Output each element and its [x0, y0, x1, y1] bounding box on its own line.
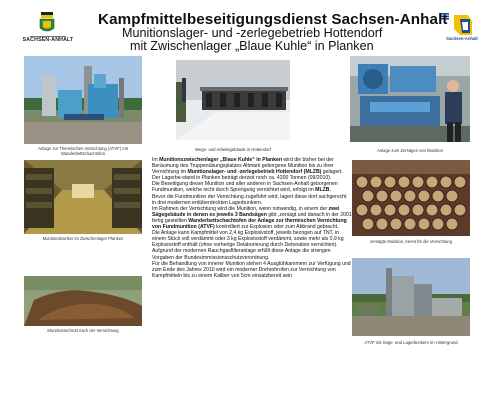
left-logo-text: SACHSEN-ANHALT	[22, 37, 74, 43]
text-bold: MLZB	[315, 187, 330, 194]
text-segment: .	[329, 187, 331, 194]
paragraph-2	[152, 181, 352, 193]
photo-buildings-snow	[176, 60, 290, 140]
caption-photo-atvf: Anlage zur Thermischen Vernichtung (ATVF) mit	[38, 146, 128, 151]
page-title: Kampfmittelbeseitigungsdienst Sachsen-Anhalt	[98, 11, 448, 28]
photo-atvf-bunkers	[352, 258, 470, 336]
text-segment: wird die bisher bei der Beräumung des Truppenübungsplatzes Altmark geborgene Munition bis zu ihrer Vernichtung im	[152, 157, 334, 176]
text-bold: Munitionslager- und -zerlegebetrieb Hottendorf (MLZB)	[187, 169, 322, 176]
main-text	[152, 157, 352, 279]
caption-photo-scrap: Munitionsschrott nach der Vernichtung	[47, 328, 119, 333]
caption-photo-atvf-2: Wanderbettschachtofen	[60, 151, 106, 156]
caption-photo-atvf-bunkers: ATVF mit Säge- und Lagerbunkern im Hintergrund	[364, 340, 458, 345]
text-segment: gibt ,zersägt und danach in der 2001 fertig gestellten	[152, 211, 352, 224]
text-bold: zwei Sägegebäude in denen es jeweils 3 Bandsägen	[152, 205, 340, 218]
paragraph-1	[152, 157, 352, 181]
photo-bunker-interior	[24, 160, 142, 234]
photo-atvf-plant	[24, 56, 142, 144]
caption-photo-sawn: zersägte Munition, bereit für die Vernichtung	[370, 239, 452, 244]
page-subtitle-line2: mit Zwischenlager „Blaue Kuhle“ in Planken	[130, 39, 374, 53]
text-segment: Im	[152, 157, 160, 163]
page-subtitle-line1: Munitionslager- und -zerlegebetrieb Hottendorf	[122, 26, 383, 40]
photo-scrap-pile	[24, 276, 142, 326]
text-segment: Im Rahmen der Vernichtung wird die Munition, wenn notwendig, in einem der	[152, 205, 329, 212]
photo-sawn-munitions	[352, 160, 470, 236]
paragraph-6: Für die Behandlung von innerer Munition stehen 4 Ausglühkammern zur Verfügung und zum Ende des Jahres 2010 wird ein moderner Drehrohrofen zur Vernichtung von Kampfmitteln bis zu einem Kaliber von 5cm einsatzbereit sein	[152, 260, 351, 279]
text-bold: Wanderbettschachtofen der Anlage zur thermischen Vernichtung von Fundmunition (ATVF)	[152, 217, 347, 231]
paragraph-5: Die Anlage kann Kampfmittel von 2,4 kg Explosivstoff, jeweils bezogen auf TNT, in einem Stück voll verdämmt oder 3 kg Explosivstoff verdämmt, sowie mehr als 0,9 kg Explosivstoff enthält (ohne vorherige Delaborierung durch Detonation vernichten). Aufgrund der modernen Rauchgasfilteranlage erfüllt diese Anlage die strengen Vorgaben der Bundesimmissionsschutzverordnung.	[152, 230, 344, 261]
sachsen-anhalt-logo	[20, 10, 76, 44]
text-segment: kontrolliert zur Explosion oder zum Abbrand gebracht.	[214, 224, 339, 231]
caption-photo-bunker: Munitionsbunker im Zwischenlager Planken	[42, 236, 124, 241]
text-segment: gelagert. Der Lagerbe-stand in Planken beträgt derzeit noch ca. 4200 Tonnen (09/2010).	[152, 169, 343, 182]
paragraph-4	[152, 206, 352, 230]
caption-photo-saw: Anlage zum Zersägen von Munition	[377, 148, 443, 153]
text-bold: Munitionszwischenlager „Blaue Kuhle“ in Planken	[159, 157, 282, 163]
caption-photo-buildings: Wege- und Arbeitsgebäude in Hottendorf	[195, 147, 271, 152]
text-segment: Die Beseitigung dieser Munition und aller anderen in Sachsen-Anhalt geborgenen Fundmunition, welche nicht durch Sprengung vernichtet wird, erfolgt im	[152, 181, 338, 194]
right-logo-text: Sachsen-Anhalt	[446, 36, 478, 41]
paragraph-3: Bevor die Fundmunition der Vernichtung zugeführt wird, lagert diese dort sachgerecht in drei modernen erdüberdeckten Lagerbunkern.	[152, 193, 347, 206]
photo-saw-machine	[350, 56, 470, 142]
